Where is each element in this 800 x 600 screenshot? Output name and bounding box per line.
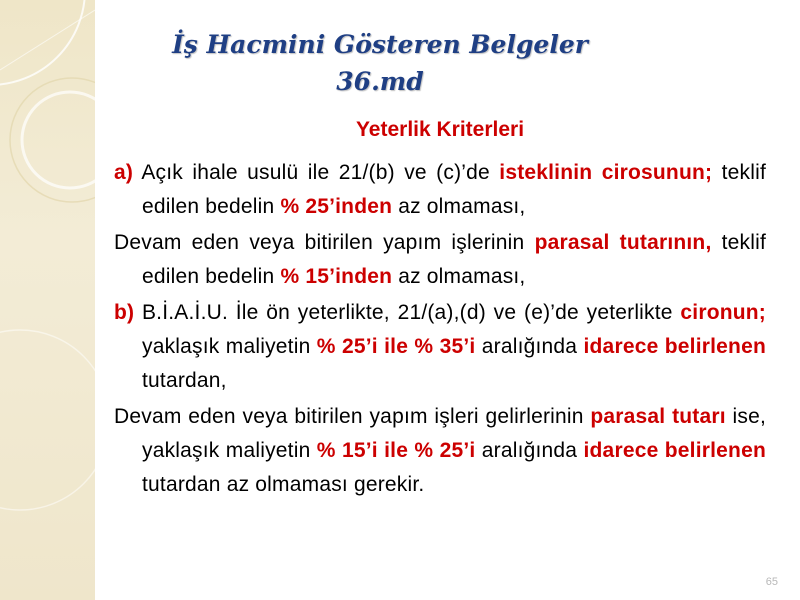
highlight-segment: % 15’i ile % 25’i (316, 439, 476, 462)
text-segment: teklif edilen bedelin (142, 231, 767, 288)
text-segment: az olmaması, (392, 195, 526, 218)
sidebar-decoration (0, 0, 95, 600)
highlight-segment: idarece belirlenen (583, 439, 766, 462)
highlight-segment: % 25’i ile % 35’i (316, 335, 476, 358)
highlight-segment: % 15’inden (280, 265, 393, 288)
text-segment: tutardan, (142, 369, 227, 392)
paragraph-a (114, 156, 766, 224)
highlight-segment: isteklinin cirosunun; (499, 161, 713, 184)
text-segment: teklif edilen bedelin (142, 161, 766, 218)
text-segment: Devam eden veya bitirilen yapım işleri gelirlerinin (114, 405, 591, 428)
highlight-segment: cironun; (680, 301, 766, 324)
page-number: 65 (765, 576, 778, 588)
text-segment: B.İ.A.İ.U. İle ön yeterlikte, 21/(a),(d) ve (e)’de yeterlikte (134, 301, 681, 324)
highlight-segment: % 25’inden (280, 195, 393, 218)
title-line-2: 36.md (336, 67, 424, 96)
label-b: b) (114, 301, 135, 324)
highlight-segment: parasal tutarının, (534, 231, 712, 254)
text-segment: aralığında (475, 335, 584, 358)
title-line-1: İş Hacmini Gösteren Belgeler (172, 30, 588, 59)
highlight-segment: idarece belirlenen (583, 335, 766, 358)
content-body (114, 156, 766, 504)
label-a: a) (114, 161, 134, 184)
text-segment: ise, yaklaşık maliyetin (142, 405, 767, 462)
paragraph-b (114, 296, 766, 398)
decorative-circles (0, 0, 95, 600)
text-segment: yaklaşık maliyetin (142, 335, 317, 358)
subtitle: Yeterlik Kriterleri (355, 118, 525, 141)
text-segment: aralığında (475, 439, 584, 462)
text-segment: tutardan az olmaması gerekir. (142, 473, 425, 496)
slide-title (100, 26, 660, 100)
paragraph-b-continued (114, 400, 766, 502)
text-segment: az olmaması, (392, 265, 526, 288)
text-segment: Açık ihale usulü ile 21/(b) ve (c)’de (133, 161, 500, 184)
text-segment: Devam eden veya bitirilen yapım işlerinin (114, 231, 535, 254)
paragraph-a-continued (114, 226, 766, 294)
highlight-segment: parasal tutarı (590, 405, 726, 428)
